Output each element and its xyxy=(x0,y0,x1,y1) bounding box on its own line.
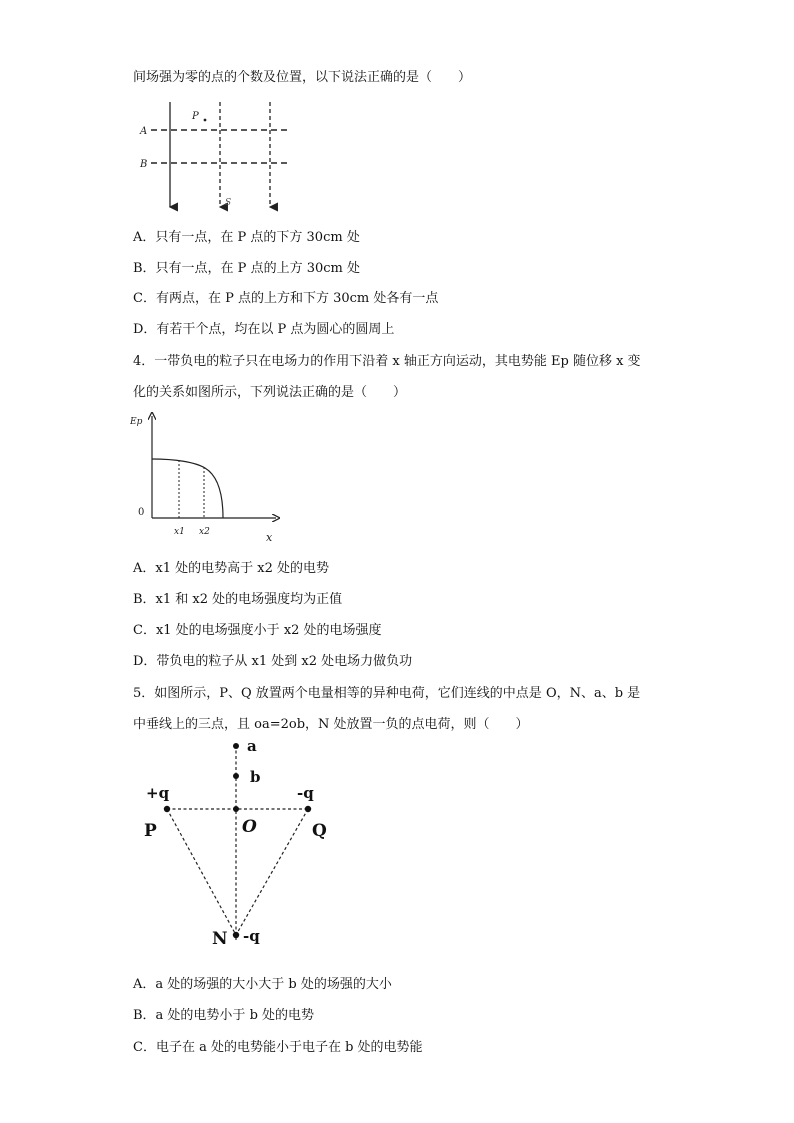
q3-option-b: B．只有一点，在 P 点的上方 30cm 处 xyxy=(133,261,360,276)
q3-stem: 间场强为零的点的个数及位置，以下说法正确的是（ ） xyxy=(133,70,472,85)
label-minus-q-bottom: -q xyxy=(243,927,260,945)
label-p: P xyxy=(144,821,157,841)
q5-stem-line1: 5．如图所示，P、Q 放置两个电量相等的异种电荷，它们连线的中点是 O，N、a、b 是 xyxy=(133,686,641,701)
label-s: S xyxy=(225,198,232,208)
q4-option-c: C．x1 处的电场强度小于 x2 处的电场强度 xyxy=(133,623,382,638)
label-x2: x2 xyxy=(199,527,210,537)
point-a xyxy=(233,743,239,749)
point-b xyxy=(233,773,239,779)
point-n xyxy=(233,932,239,938)
label-ep: Ep xyxy=(130,417,143,427)
label-minus-q-top: -q xyxy=(297,784,314,802)
q5-option-b: B．a 处的电势小于 b 处的电势 xyxy=(133,1008,315,1023)
q3-option-c: C．有两点，在 P 点的上方和下方 30cm 处各有一点 xyxy=(133,291,439,306)
q5-charges-figure xyxy=(140,735,350,960)
q3-field-lines-figure xyxy=(135,100,305,215)
point-p-dot xyxy=(204,119,207,122)
point-p xyxy=(164,806,170,812)
q3-option-a: A．只有一点，在 P 点的下方 30cm 处 xyxy=(133,230,360,245)
label-n: N xyxy=(212,929,228,949)
q4-stem-line2: 化的关系如图所示，下列说法正确的是（ ） xyxy=(133,385,407,400)
label-p: P xyxy=(192,111,199,122)
q5-option-c: C．电子在 a 处的电势能小于电子在 b 处的电势能 xyxy=(133,1040,423,1055)
label-a: A xyxy=(140,126,148,137)
label-b: b xyxy=(250,768,261,786)
q4-option-a: A．x1 处的电势高于 x2 处的电势 xyxy=(133,561,329,576)
label-x1: x1 xyxy=(174,527,185,537)
label-plus-q: +q xyxy=(146,784,170,802)
label-q: Q xyxy=(312,821,327,841)
q4-stem-line1: 4．一带负电的粒子只在电场力的作用下沿着 x 轴正方向运动，其电势能 Ep 随位移 x 变 xyxy=(133,354,641,369)
q3-option-d: D．有若干个点，均在以 P 点为圆心的圆周上 xyxy=(133,322,395,337)
q4-option-b: B．x1 和 x2 处的电场强度均为正值 xyxy=(133,592,343,607)
q4-option-d: D．带负电的粒子从 x1 处到 x2 处电场力做负功 xyxy=(133,654,413,669)
label-x: x xyxy=(266,531,273,544)
q5-stem-line2: 中垂线上的三点，且 oa=2ob，N 处放置一负的点电荷，则（ ） xyxy=(133,717,529,732)
line-pn xyxy=(167,809,236,935)
label-a: a xyxy=(247,737,257,755)
label-o: O xyxy=(242,817,257,837)
ep-curve xyxy=(152,459,223,518)
point-o xyxy=(233,806,239,812)
label-origin: 0 xyxy=(138,507,145,518)
q4-ep-x-graph xyxy=(130,410,290,545)
point-q xyxy=(305,806,311,812)
label-b: B xyxy=(140,159,148,170)
q5-option-a: A．a 处的场强的大小大于 b 处的场强的大小 xyxy=(133,977,392,992)
